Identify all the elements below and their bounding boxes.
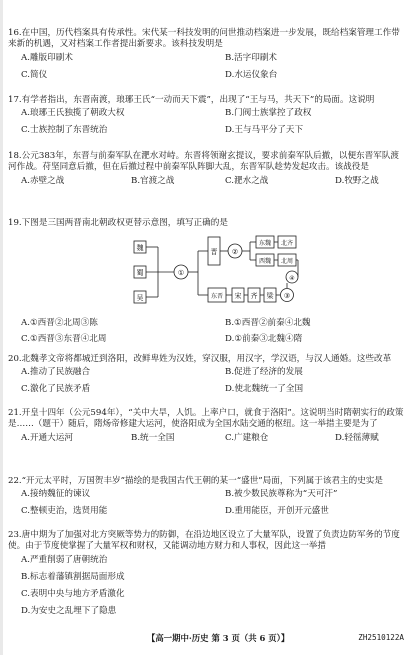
- option-20-a[interactable]: A.推动了民族融合: [21, 367, 91, 378]
- option-23-b[interactable]: B.标志着藩镇割据局面形成: [21, 571, 125, 582]
- option-19-a[interactable]: A.①西晋②北周③陈: [21, 318, 98, 328]
- question-21-stem: 21.开皇十四年（公元594年），“关中大旱，人饥。上率户口，就食于洛阳”。这说明当时隋朝实行的政策是……（题干）随后，隋炀帝修建大运河，使洛阳成为全国水陆交通的枢纽。这一举措主要是为了: [8, 408, 404, 430]
- footer-paper-code: ZH2510122A: [358, 633, 404, 642]
- label-dongjin: 东晋: [210, 293, 224, 300]
- option-21-a[interactable]: A.开通大运河: [21, 432, 73, 443]
- option-16-b[interactable]: B.活字印刷术: [225, 52, 278, 63]
- label-circle-1: ①: [177, 269, 185, 277]
- option-22-a[interactable]: A.接纳魏征的谏议: [21, 489, 91, 500]
- option-23-a[interactable]: A.严重削弱了唐朝统治: [21, 554, 108, 565]
- label-beiqi: 北齐: [280, 240, 294, 247]
- option-21-c[interactable]: C.广建粮仓: [225, 432, 269, 443]
- question-16: [8, 28, 406, 85]
- option-23-d[interactable]: D.为安史之乱埋下了隐患: [21, 605, 117, 616]
- label-wei: 魏: [136, 244, 144, 252]
- option-16-c[interactable]: C.简仪: [21, 69, 48, 80]
- option-19-c[interactable]: C.①西晋③东晋④北周: [21, 334, 107, 344]
- dynasty-succession-diagram: [128, 233, 300, 313]
- option-18-a[interactable]: A.赤壁之战: [21, 175, 65, 186]
- label-dongwei: 东魏: [258, 240, 272, 247]
- option-18-b[interactable]: B.官渡之战: [131, 175, 175, 186]
- question-22-stem: 22.“开元太平时，万国贺丰岁”描绘的是我国古代王朝的某一“盛世”局面，下列属于该君主的史实是: [8, 476, 383, 486]
- option-19-b[interactable]: B.①西晋②前秦④北魏: [225, 318, 311, 328]
- question-16-stem: 16.在中国，历代档案具有传承性。宋代某一科技发明的问世推动档案进一步发展，既给档案管理工作带来新的机遇，又对档案工作者提出新要求。该科技发明是: [8, 28, 400, 50]
- question-17-stem: 17.有学者指出，东晋南渡，琅琊王氏“一动而天下震”，出现了“王与马，共天下”的局面。这说明: [8, 95, 375, 105]
- question-19-options: [8, 318, 406, 352]
- question-23: [8, 530, 406, 623]
- option-16-a[interactable]: A.雕版印刷术: [21, 52, 73, 63]
- option-17-c[interactable]: C.士族控制了东晋统治: [21, 125, 108, 136]
- label-qi: 齐: [250, 292, 258, 300]
- option-20-d[interactable]: D.使北魏统一了全国: [225, 384, 304, 395]
- label-circle-3: ③: [283, 292, 291, 300]
- option-22-b[interactable]: B.被少数民族尊称为“天可汗”: [225, 489, 338, 500]
- question-23-stem: 23.唐中期为了加强对北方突厥等势力的防御，在沿边地区设立了大量军队，设置了负责边防军务的节度使。由于节度使掌握了大量军权和财权，又能调动地方财力和人事权，因此这一举措: [8, 530, 400, 552]
- label-xiwei: 西魏: [258, 258, 272, 265]
- option-23-c[interactable]: C.表明中央与地方矛盾激化: [21, 588, 125, 599]
- question-20-stem: 20.北魏孝文帝将都城迁到洛阳，改鲜卑姓为汉姓，穿汉服，用汉字，学汉语，与汉人通婚。这些改革: [8, 354, 392, 364]
- option-21-d[interactable]: D.轻徭薄赋: [335, 432, 379, 443]
- option-18-d[interactable]: D.牧野之战: [335, 175, 379, 186]
- option-22-c[interactable]: C.整顿吏治，选贤用能: [21, 506, 108, 517]
- option-17-d[interactable]: D.王与马平分了天下: [225, 125, 304, 136]
- option-20-b[interactable]: B.促进了经济的发展: [225, 367, 303, 378]
- option-16-d[interactable]: D.水运仪象台: [225, 69, 278, 80]
- question-18: [8, 151, 406, 192]
- label-wu: 吴: [136, 294, 144, 302]
- option-21-b[interactable]: B.统一全国: [131, 432, 175, 443]
- option-18-c[interactable]: C.淝水之战: [225, 175, 269, 186]
- scan-edge: [0, 0, 3, 655]
- question-22: [8, 476, 406, 521]
- label-beizhou: 北周: [280, 258, 294, 265]
- option-17-a[interactable]: A.琅琊王氏独揽了朝政大权: [21, 108, 125, 119]
- option-20-c[interactable]: C.激化了民族矛盾: [21, 384, 91, 395]
- option-22-d[interactable]: D.重用能臣，开创开元盛世: [225, 506, 329, 517]
- label-shu: 蜀: [136, 269, 144, 277]
- label-song: 宋: [234, 292, 242, 300]
- page-footer: [0, 633, 414, 647]
- question-18-stem: 18.公元383年，东晋与前秦军队在淝水对峙。东晋将领谢玄提议，要求前秦军队后撤，以便东晋军队渡河作战。苻坚同意后撤，但在后撤过程中前秦军队阵脚大乱，东晋军队趁势发起攻击。该战役是: [8, 151, 400, 173]
- label-circle-2: ②: [231, 248, 239, 256]
- question-19-stem: 19.下图是三国两晋南北朝政权更替示意图，填写正确的是: [8, 218, 228, 228]
- label-liang: 梁: [266, 292, 274, 300]
- footer-page-info: 【高一期中·历史 第 3 页（共 6 页）】: [147, 633, 290, 643]
- question-17: [8, 95, 406, 140]
- label-circle-4: ④: [289, 275, 295, 282]
- label-jin: 晋: [210, 248, 218, 256]
- option-19-d[interactable]: D.①前秦③北魏④隋: [225, 334, 303, 344]
- question-21: [8, 408, 406, 449]
- question-19: [8, 218, 406, 229]
- option-17-b[interactable]: B.门阀士族掌控了政权: [225, 108, 312, 119]
- question-20: [8, 354, 406, 399]
